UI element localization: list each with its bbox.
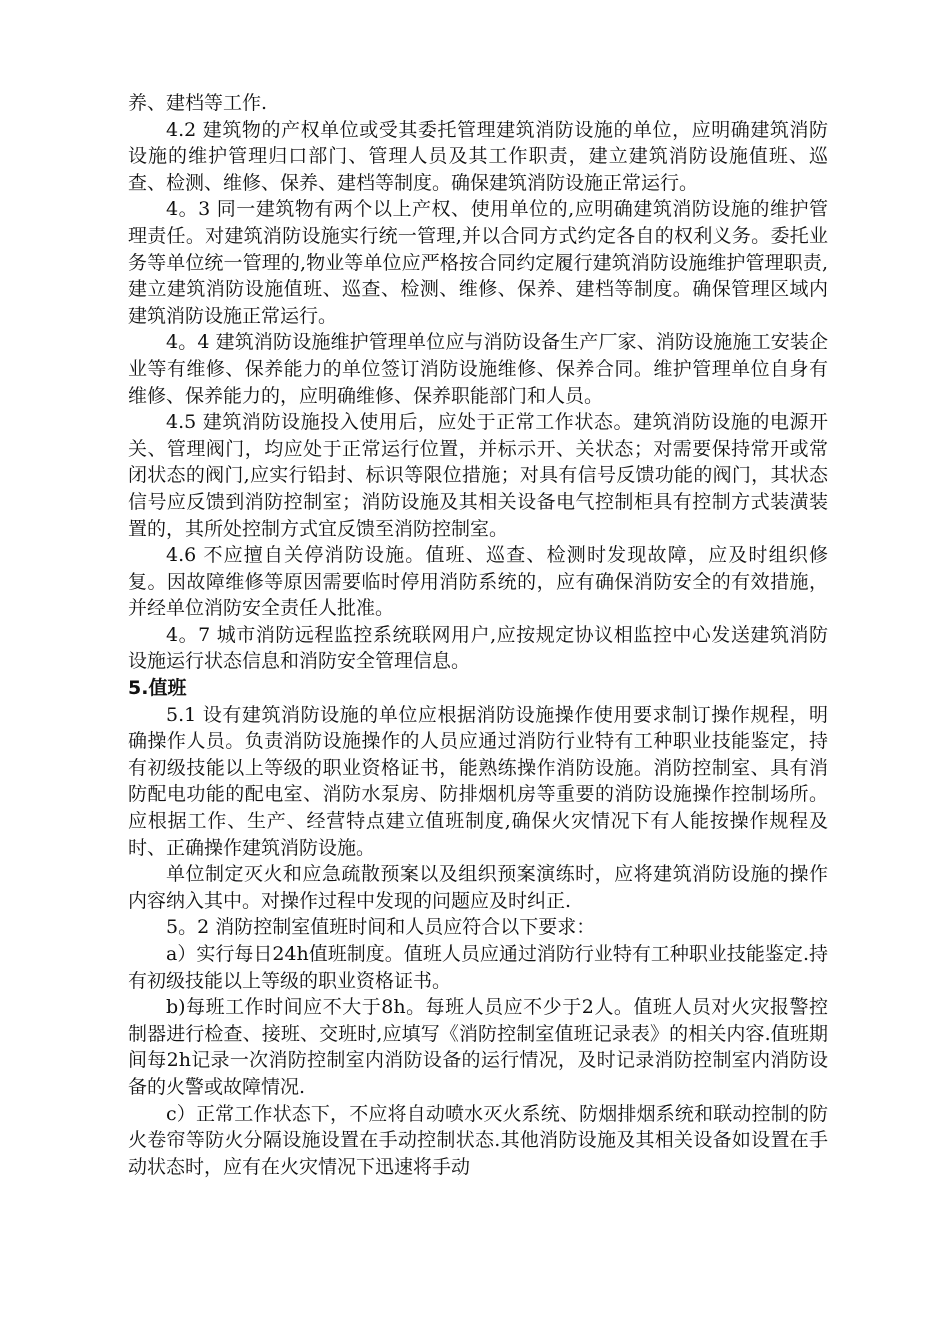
section-heading-duty: 5.值班	[128, 677, 187, 700]
paragraph-4-6: 4.6 不应擅自关停消防设施。值班、巡查、检测时发现故障，应及时组织修复。因故障维修等原因需要临时停用消防系统的，应有确保消防安全的有效措施，并经单位消防安全责任人批准。	[128, 544, 828, 620]
document-page	[128, 90, 828, 1180]
paragraph-4-2: 4.2 建筑物的产权单位或受其委托管理建筑消防设施的单位，应明确建筑消防设施的维护管理归口部门、管理人员及其工作职责，建立建筑消防设施值班、巡查、检测、维修、保养、建档等制度。确保建筑消防设施正常运行。	[128, 118, 828, 194]
paragraph-5-1: 5.1 设有建筑消防设施的单位应根据消防设施操作使用要求制订操作规程，明确操作人员。负责消防设施操作的人员应通过消防行业特有工种职业技能鉴定，持有初级技能以上等级的职业资格证书，能熟练操作消防设施。消防控制室、具有消防配电功能的配电室、消防水泵房、防排烟机房等重要的消防设施操作控制场所。应根据工作、生产、经营特点建立值班制度,确保火灾情况下有人能按操作规程及时、正确操作建筑消防设施。	[128, 703, 828, 859]
paragraph-item-b: b)每班工作时间应不大于8h。每班人员应不少于2人。值班人员对火灾报警控制器进行检查、接班、交班时,应填写《消防控制室值班记录表》的相关内容.值班期间每2h记录一次消防控制室内消防设备的运行情况，及时记录消防控制室内消防设备的火警或故障情况.	[128, 996, 828, 1098]
paragraph-4-7: 4。7 城市消防远程监控系统联网用户,应按规定协议相监控中心发送建筑消防设施运行状态信息和消防安全管理信息。	[128, 623, 828, 673]
paragraph-item-c: c）正常工作状态下，不应将自动喷水灭火系统、防烟排烟系统和联动控制的防火卷帘等防火分隔设施设置在手动控制状态.其他消防设施及其相关设备如设置在手动状态时，应有在火灾情况下迅速将手动	[128, 1102, 828, 1178]
paragraph-4-3: 4。3 同一建筑物有两个以上产权、使用单位的,应明确建筑消防设施的维护管理责任。对建筑消防设施实行统一管理,并以合同方式约定各自的权利义务。委托业务等单位统一管理的,物业等单位应严格按合同约定履行建筑消防设施维护管理职责,建立建筑消防设施值班、巡查、检测、维修、保养、建档等制度。确保管理区域内建筑消防设施正常运行。	[128, 198, 828, 327]
paragraph-plan-drill: 单位制定灭火和应急疏散预案以及组织预案演练时，应将建筑消防设施的操作内容纳入其中。对操作过程中发现的问题应及时纠正.	[128, 863, 828, 912]
paragraph-4-5: 4.5 建筑消防设施投入使用后，应处于正常工作状态。建筑消防设施的电源开关、管理阀门，均应处于正常运行位置，并标示开、关状态；对需要保持常开或常闭状态的阀门,应实行铅封、标识等限位措施；对具有信号反馈功能的阀门，其状态信号应反馈到消防控制室；消防设施及其相关设备电气控制柜具有控制方式装潢装置的，其所处控制方式宜反馈至消防控制室。	[128, 411, 828, 540]
paragraph-4-4: 4。4 建筑消防设施维护管理单位应与消防设备生产厂家、消防设施施工安装企业等有维修、保养能力的单位签订消防设施维修、保养合同。维护管理单位自身有维修、保养能力的，应明确维修、保养职能部门和人员。	[128, 331, 828, 407]
paragraph-5-2: 5。2 消防控制室值班时间和人员应符合以下要求：	[166, 916, 596, 939]
paragraph-continuation: 养、建档等工作.	[128, 92, 268, 114]
paragraph-item-a: a）实行每日24h值班制度。值班人员应通过消防行业特有工种职业技能鉴定.持有初级技能以上等级的职业资格证书。	[128, 943, 828, 992]
